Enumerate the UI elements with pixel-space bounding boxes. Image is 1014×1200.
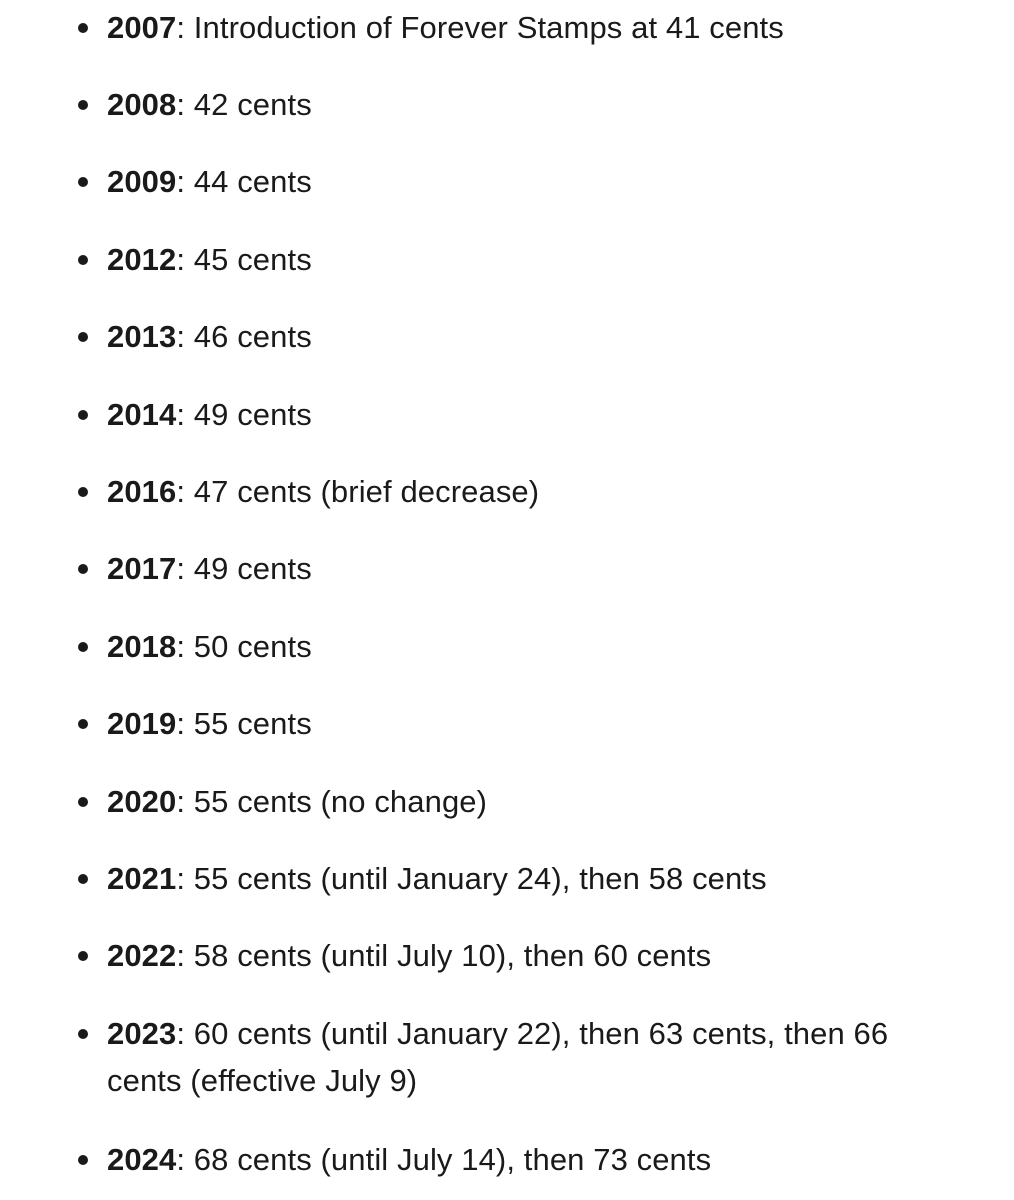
bullet-icon — [78, 487, 88, 497]
list-item-text — [107, 778, 958, 825]
list-item-detail: : 50 cents — [176, 629, 312, 664]
list-item — [78, 391, 958, 438]
list-item — [78, 4, 958, 51]
list-item-text — [107, 932, 958, 979]
list-item-text — [107, 4, 958, 51]
list-item-text — [107, 391, 958, 438]
list-item-text — [107, 1136, 958, 1183]
list-item-detail: : 46 cents — [176, 319, 312, 354]
list-item — [78, 778, 958, 825]
bullet-icon — [78, 255, 88, 265]
list-item-text — [107, 1010, 958, 1104]
list-item — [78, 313, 958, 360]
list-item-detail: : 68 cents (until July 14), then 73 cents — [176, 1142, 712, 1177]
list-item-text — [107, 236, 958, 283]
list-item-year: 2014 — [107, 397, 177, 432]
list-item-detail: : 42 cents — [176, 87, 312, 122]
list-item — [78, 1010, 958, 1104]
list-item-year: 2019 — [107, 706, 177, 741]
list-item-text — [107, 158, 958, 205]
list-item — [78, 545, 958, 592]
list-item-year: 2009 — [107, 164, 177, 199]
bullet-icon — [78, 874, 88, 884]
bullet-icon — [78, 642, 88, 652]
list-item — [78, 158, 958, 205]
bullet-icon — [78, 1155, 88, 1165]
list-item-detail: : Introduction of Forever Stamps at 41 cents — [176, 10, 784, 45]
list-item-year: 2013 — [107, 319, 177, 354]
bullet-icon — [78, 719, 88, 729]
list-item-text — [107, 313, 958, 360]
list-item-year: 2017 — [107, 551, 177, 586]
list-item — [78, 855, 958, 902]
list-item-detail: : 55 cents — [176, 706, 312, 741]
list-item-year: 2021 — [107, 861, 177, 896]
list-item-text — [107, 545, 958, 592]
bullet-icon — [78, 410, 88, 420]
list-item-year: 2020 — [107, 784, 177, 819]
bullet-icon — [78, 177, 88, 187]
bullet-icon — [78, 564, 88, 574]
list-item — [78, 236, 958, 283]
list-item-detail: : 45 cents — [176, 242, 312, 277]
list-item-year: 2024 — [107, 1142, 177, 1177]
list-item-detail: : 55 cents (until January 24), then 58 cents — [176, 861, 767, 896]
list-item-detail: : 58 cents (until July 10), then 60 cents — [176, 938, 712, 973]
bullet-icon — [78, 23, 88, 33]
bullet-icon — [78, 100, 88, 110]
list-item — [78, 700, 958, 747]
list-item — [78, 932, 958, 979]
list-item — [78, 1136, 958, 1183]
bullet-icon — [78, 797, 88, 807]
list-item-year: 2018 — [107, 629, 177, 664]
list-item-text — [107, 700, 958, 747]
list-item-year: 2016 — [107, 474, 177, 509]
list-item-year: 2022 — [107, 938, 177, 973]
list-item-detail: : 44 cents — [176, 164, 312, 199]
list-item — [78, 623, 958, 670]
list-item-detail: : 47 cents (brief decrease) — [176, 474, 540, 509]
bullet-icon — [78, 951, 88, 961]
bullet-icon — [78, 1029, 88, 1039]
list-item-text — [107, 81, 958, 128]
list-item-detail: : 49 cents — [176, 397, 312, 432]
list-item-text — [107, 855, 958, 902]
list-item-text — [107, 623, 958, 670]
list-item-year: 2007 — [107, 10, 177, 45]
list-item — [78, 81, 958, 128]
list-item-year: 2023 — [107, 1016, 177, 1051]
list-item-year: 2012 — [107, 242, 177, 277]
bullet-icon — [78, 332, 88, 342]
list-item-text — [107, 468, 958, 515]
list-item — [78, 468, 958, 515]
list-item-detail: : 55 cents (no change) — [176, 784, 488, 819]
list-item-year: 2008 — [107, 87, 177, 122]
list-item-detail: : 49 cents — [176, 551, 312, 586]
list-item-detail: : 60 cents (until January 22), then 63 cents, then 66 cents (effective July 9) — [107, 1016, 889, 1098]
